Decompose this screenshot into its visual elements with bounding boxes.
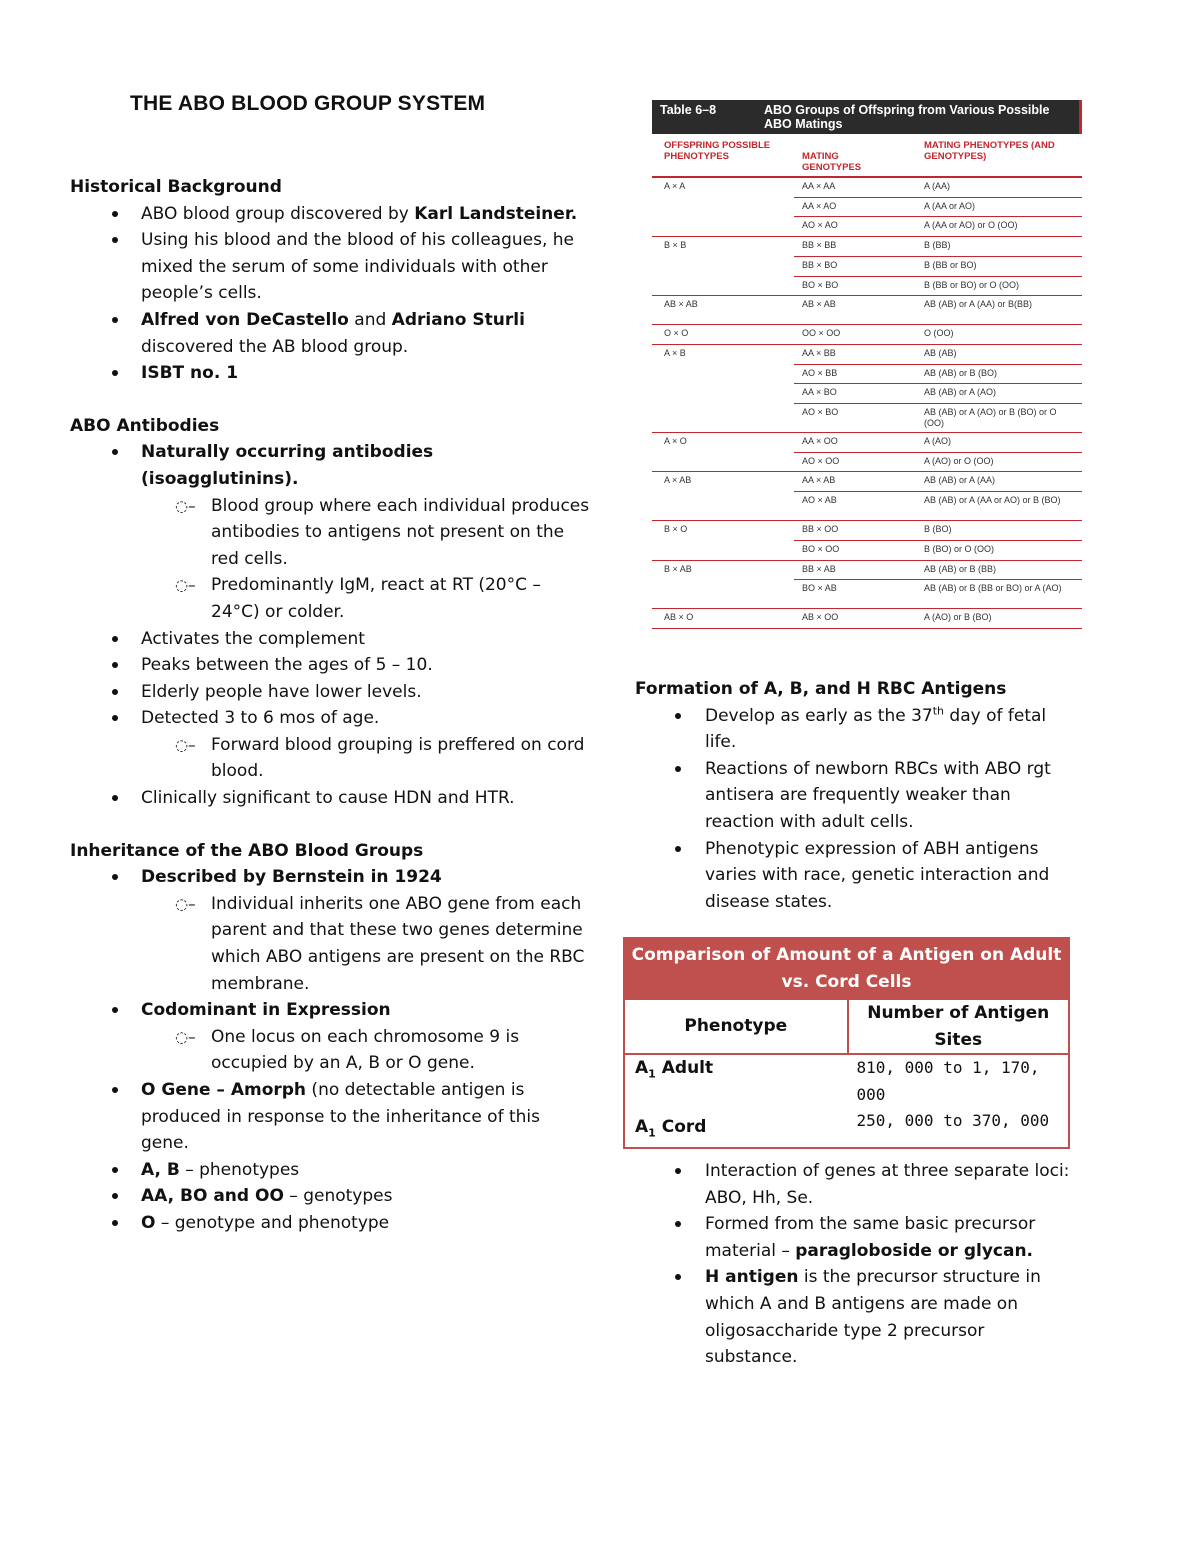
antibodies-list	[70, 439, 590, 811]
text: ABO blood group discovered by	[141, 203, 415, 224]
bold-text: A, B	[141, 1159, 180, 1180]
table-cell: BO × OO	[802, 543, 840, 554]
list-item	[70, 626, 590, 653]
bold-text: Alfred von DeCastello	[141, 309, 349, 330]
table-cell: BB × OO	[802, 524, 839, 535]
table-cell: AB × OO	[802, 612, 839, 623]
text: Develop as early as the 37	[705, 705, 933, 726]
bold-text: O Gene – Amorph	[141, 1080, 307, 1100]
antibodies-heading: ABO Antibodies	[70, 415, 220, 436]
col-header-phenotypes: MATING PHENOTYPES (AND GENOTYPES)	[924, 140, 1055, 162]
text: Individual inherits one ABO gene from each parent and that these two genes determine which ABO antigens are present on the RBC membrane.	[211, 893, 585, 994]
table-cell: A (AO) or O (OO)	[924, 455, 994, 466]
table-cell: AB × AB	[802, 299, 836, 310]
text: Clinically significant to cause HDN and HTR.	[141, 788, 515, 809]
table-cell: AB (AB)	[924, 347, 957, 358]
list-item	[635, 756, 1075, 836]
sub-bullet-icon: ◌–	[175, 735, 196, 754]
text: Blood group where each individual produces antibodies to antigens not present on the red cells.	[211, 495, 590, 569]
bold-text: paragloboside or glycan.	[795, 1240, 1034, 1261]
text: and	[348, 309, 392, 330]
historical-heading: Historical Background	[70, 177, 282, 197]
table-cell: AO × AO	[802, 220, 838, 231]
table-row	[652, 492, 1082, 521]
text: Formed from the same basic precursor material –	[705, 1214, 1036, 1261]
table-cell: AA × OO	[802, 436, 838, 446]
row-rule	[652, 628, 1082, 629]
table-title-bar	[652, 100, 1082, 134]
col-header-genotypes: MATING GENOTYPES	[802, 151, 862, 173]
text: Adult	[655, 1058, 714, 1078]
list-item	[70, 705, 590, 732]
table-row	[652, 277, 1082, 297]
table-cell: AB (AB) or A (AA)	[924, 475, 996, 486]
bold-text: AA, BO and OO	[141, 1186, 284, 1207]
list-item	[635, 1211, 1075, 1264]
table-row	[652, 198, 1082, 218]
list-item	[70, 1183, 590, 1210]
text: Activates the complement	[141, 628, 365, 649]
table-row	[652, 404, 1082, 433]
text: – genotypes	[283, 1186, 393, 1207]
right-column-lower	[635, 1158, 1075, 1371]
table-cell: O × O	[664, 328, 689, 339]
sub-list-item	[70, 732, 590, 785]
text: day of fetal life.	[705, 705, 1047, 753]
table-cell: AB (AB) or B (BO)	[924, 367, 998, 378]
table-cell: B × B	[664, 240, 687, 251]
bold-text: Adriano Sturli	[391, 309, 525, 330]
table-row	[652, 178, 1082, 198]
table-cell: AO × BO	[802, 407, 839, 417]
text: Forward blood grouping is preffered on cord blood.	[211, 734, 585, 782]
table-cell: BO × AB	[802, 583, 837, 594]
table-cell: B (BB or BO) or O (OO)	[924, 279, 1020, 290]
col-header-offspring: OFFSPRING POSSIBLE PHENOTYPES	[664, 140, 771, 162]
formation-heading: Formation of A, B, and H RBC Antigens	[635, 679, 1007, 699]
table-cell: AB (AB) or A (AA) or B(BB)	[924, 299, 1033, 310]
bold-text: Naturally occurring antibodies (isoagglutinins).	[141, 442, 434, 489]
comparison-header-row	[625, 998, 1068, 1053]
table-cell: A (AA or AO)	[924, 200, 976, 211]
table-row	[652, 541, 1082, 561]
table-cell: A (AA)	[924, 181, 951, 191]
sub-bullet-icon: ◌–	[175, 1027, 196, 1046]
table-cell: AO × AB	[802, 495, 837, 506]
sub-list-item	[70, 891, 590, 997]
table-cell: AB (AB) or A (AA or AO) or B (BO)	[924, 495, 1061, 506]
table-cell: B × AB	[664, 563, 692, 574]
sub-list-item	[70, 572, 590, 625]
text: is the precursor structure in which A and B antigens are made on oligosaccharide type 2 precursor substance.	[705, 1267, 1041, 1368]
table-cell: AA × AO	[802, 200, 837, 211]
text: Phenotypic expression of ABH antigens varies with race, genetic interaction and disease states.	[705, 838, 1050, 912]
list-item	[70, 439, 590, 492]
table-cell: A × AB	[664, 475, 692, 486]
list-item	[70, 1157, 590, 1184]
text: Interaction of genes at three separate loci: ABO, Hh, Se.	[705, 1161, 1070, 1208]
list-item	[70, 201, 590, 228]
adult-value: 810, 000 to 1, 170, 000	[856, 1058, 1040, 1104]
text: A	[635, 1058, 649, 1078]
table-6-8	[652, 100, 1082, 636]
table-row	[652, 365, 1082, 385]
sub-bullet-icon: ◌–	[175, 496, 196, 515]
formation-list-continued	[635, 1158, 1075, 1371]
list-item	[70, 785, 590, 812]
table-row	[652, 384, 1082, 404]
table-cell: A (AO) or B (BO)	[924, 612, 992, 623]
list-item	[70, 997, 590, 1024]
sub-bullet-icon: ◌–	[175, 576, 196, 595]
table-cell: A × O	[664, 436, 687, 446]
list-item	[70, 1210, 590, 1237]
table-cell: AA × AB	[802, 475, 836, 486]
text: Cord	[655, 1117, 707, 1138]
header-phenotype: Phenotype	[684, 1016, 788, 1037]
table-cell: BB × AB	[802, 563, 836, 574]
table-cell: AO × OO	[802, 455, 840, 466]
list-item	[70, 307, 590, 360]
inheritance-list	[70, 864, 590, 1236]
text: Reactions of newborn RBCs with ABO rgt antisera are frequently weaker than reaction with adult cells.	[705, 758, 1051, 832]
text: Elderly people have lower levels.	[141, 681, 422, 702]
sub-list-item	[70, 493, 590, 573]
table-row	[652, 521, 1082, 541]
table-cell: B × O	[664, 524, 688, 535]
text: discovered the AB blood group.	[141, 336, 409, 357]
inheritance-heading: Inheritance of the ABO Blood Groups	[70, 840, 424, 861]
table-cell: A (AA or AO) or O (OO)	[924, 220, 1018, 231]
table-row	[652, 296, 1082, 325]
table-cell: AB × O	[664, 612, 694, 623]
list-item	[635, 1158, 1075, 1211]
table-cell: O (OO)	[924, 328, 954, 339]
text: Predominantly IgM, react at RT (20°C – 24°C) or colder.	[211, 575, 541, 622]
table-row	[652, 472, 1082, 492]
cord-value: 250, 000 to 370, 000	[856, 1111, 1050, 1130]
list-item	[70, 227, 590, 307]
text: A	[635, 1117, 649, 1138]
right-column	[635, 676, 1075, 915]
table-row	[652, 561, 1082, 581]
list-item	[70, 1077, 590, 1157]
comparison-table	[623, 937, 1070, 1149]
table-cell: B (BO)	[924, 524, 952, 535]
table-header	[652, 134, 1082, 178]
table-row	[652, 453, 1082, 473]
text: – genotype and phenotype	[155, 1212, 390, 1233]
text: – phenotypes	[179, 1159, 300, 1180]
sub-bullet-icon: ◌–	[175, 894, 196, 913]
antigen-site-cells	[847, 1055, 1069, 1147]
left-column	[70, 174, 590, 1237]
table-row	[652, 257, 1082, 277]
table-row	[635, 1114, 837, 1147]
table-cell: AB (AB) or A (AO)	[924, 387, 997, 398]
bold-text: H antigen	[705, 1267, 799, 1288]
table-cell: AB (AB) or A (AO) or B (BO) or O (OO)	[924, 407, 1057, 428]
bold-text: O	[141, 1212, 156, 1233]
table-cell: B (BO) or O (OO)	[924, 543, 995, 554]
phenotype-cells	[625, 1055, 847, 1147]
bold-text: Described by Bernstein in 1924	[141, 867, 442, 888]
table-cell: AA × BB	[802, 347, 836, 358]
sub-list-item	[70, 1024, 590, 1077]
table-cell: AB (AB) or B (BB or BO) or A (AO)	[924, 583, 1062, 594]
table-row	[652, 609, 1082, 629]
list-item	[70, 864, 590, 891]
table-row	[652, 325, 1082, 345]
spacer	[635, 1088, 837, 1115]
subscript: 1	[648, 1067, 656, 1081]
bold-text: ISBT no. 1	[141, 363, 239, 384]
comparison-title: Comparison of Amount of a Antigen on Adult vs. Cord Cells	[625, 939, 1068, 998]
table-number: Table 6–8	[660, 103, 717, 117]
table-cell: AA × AA	[802, 181, 836, 191]
table-cell: A × A	[664, 181, 686, 191]
table-cell: AO × BB	[802, 367, 838, 378]
historical-list	[70, 201, 590, 387]
table-row	[652, 345, 1082, 365]
text: Using his blood and the blood of his colleagues, he mixed the serum of some individuals with other people’s cells.	[141, 230, 575, 304]
table-row	[652, 433, 1082, 453]
table-cell: B (BB)	[924, 240, 951, 251]
table-cell: AA × BO	[802, 387, 837, 398]
bold-text: Karl Landsteiner.	[414, 203, 578, 224]
subscript: 1	[648, 1126, 656, 1140]
superscript: th	[932, 703, 945, 717]
table-body	[652, 178, 1082, 634]
table-cell: B (BB or BO)	[924, 259, 977, 270]
comparison-body	[625, 1053, 1068, 1147]
list-item	[70, 652, 590, 679]
table-cell: BO × BO	[802, 279, 839, 290]
list-item	[635, 703, 1075, 756]
table-caption: ABO Groups of Offspring from Various Possible ABO Matings	[764, 103, 1050, 131]
text: (no detectable antigen is produced in response to the inheritance of this gene.	[141, 1080, 540, 1154]
table-row	[635, 1055, 837, 1088]
table-row	[652, 580, 1082, 609]
text: One locus on each chromosome 9 is occupied by an A, B or O gene.	[211, 1026, 520, 1074]
list-item	[635, 836, 1075, 916]
table-cell: AB × AB	[664, 299, 698, 310]
text: Detected 3 to 6 mos of age.	[141, 708, 380, 729]
table-cell: A (AO)	[924, 436, 952, 446]
page-title: THE ABO BLOOD GROUP SYSTEM	[130, 92, 486, 115]
table-cell: OO × OO	[802, 328, 841, 339]
list-item	[70, 360, 590, 387]
text: Peaks between the ages of 5 – 10.	[141, 655, 433, 676]
table-cell: BB × BB	[802, 240, 837, 251]
table-cell: AB (AB) or B (BB)	[924, 563, 997, 574]
table-cell: BB × BO	[802, 259, 838, 270]
formation-list	[635, 703, 1075, 916]
list-item	[635, 1264, 1075, 1370]
table-cell: A × B	[664, 347, 686, 358]
table-row	[652, 237, 1082, 257]
header-antigen-sites: Number of Antigen Sites	[847, 1000, 1069, 1053]
table-row	[652, 217, 1082, 237]
list-item	[70, 679, 590, 706]
bold-text: Codominant in Expression	[141, 1000, 391, 1021]
